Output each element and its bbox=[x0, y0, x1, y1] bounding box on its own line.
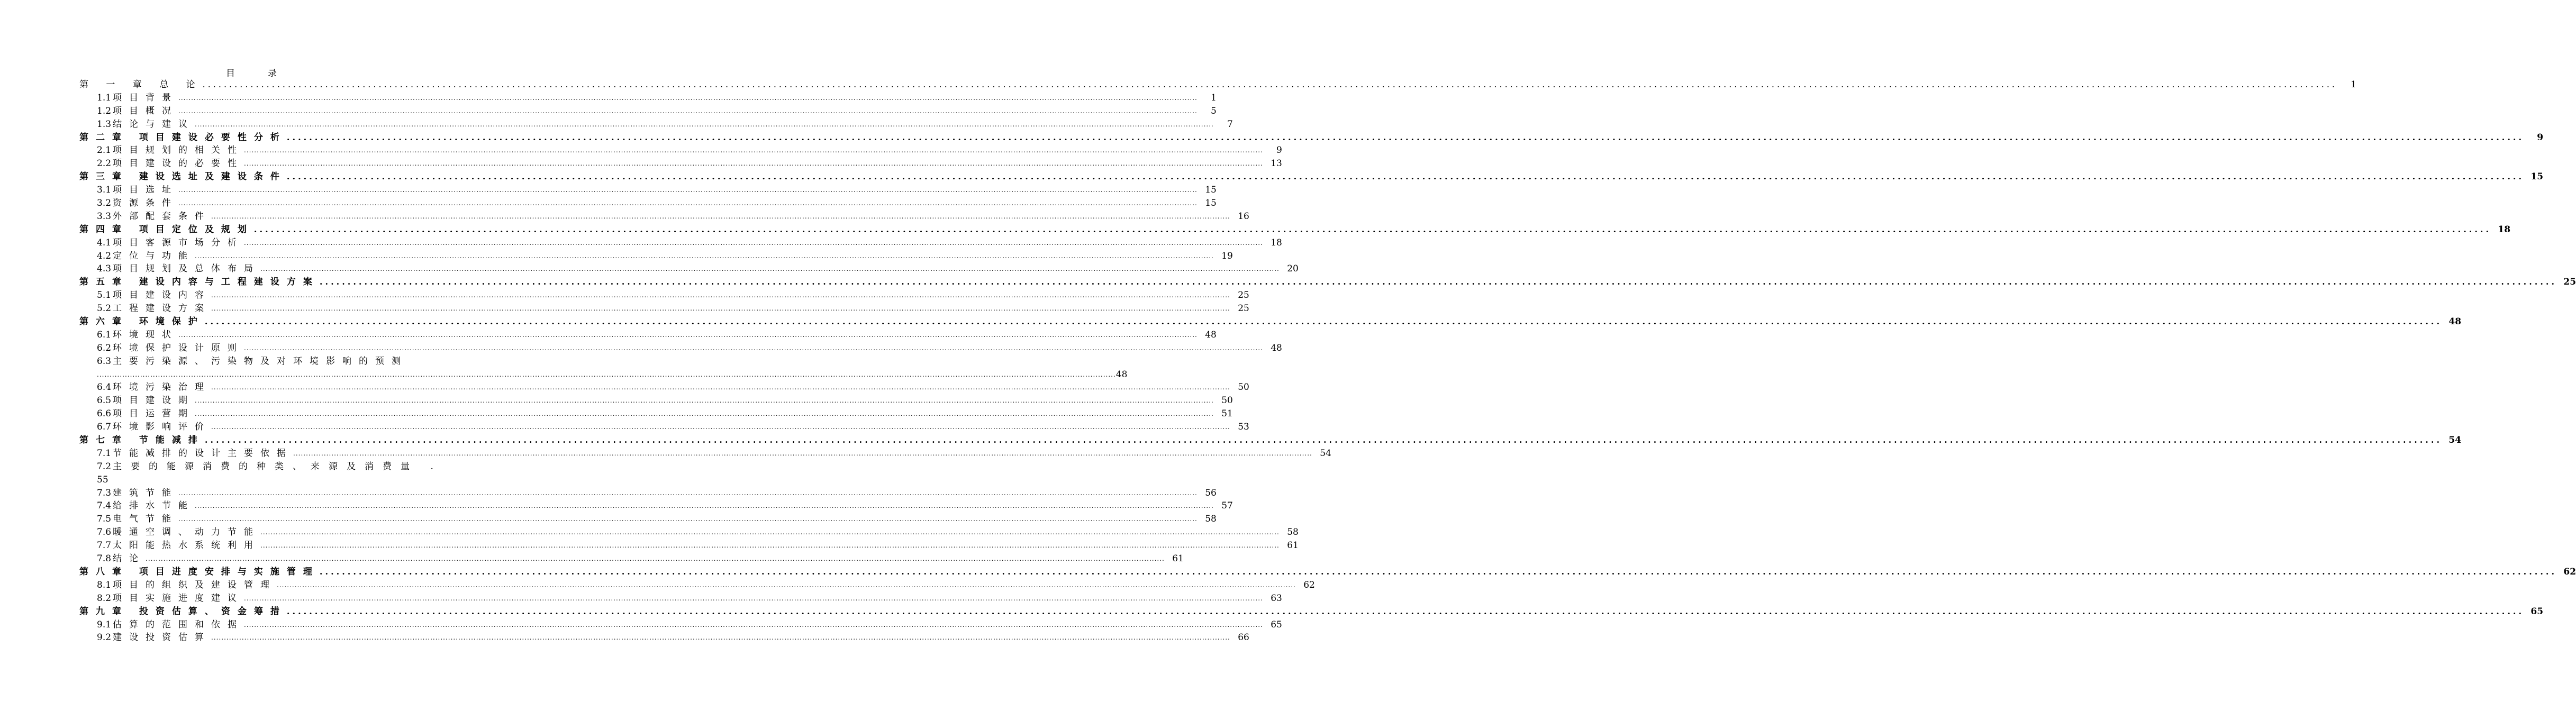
dot-leader: ................................................................................................................................................................................................................................................................................................................................................................................................................ bbox=[178, 515, 1198, 523]
dot-leader: ................................................................................................................................................................................................................................................................................................................................................................................................................ bbox=[277, 581, 1296, 589]
entry-label: 项目建设的必要性 bbox=[113, 158, 244, 169]
page-number: 19 bbox=[1221, 250, 1233, 261]
entry-label: 暖通空调、动力节能 bbox=[113, 527, 261, 538]
entry-number: 4.2 bbox=[97, 250, 112, 261]
page-number: 61 bbox=[1287, 540, 1299, 551]
toc-entry[interactable] bbox=[79, 552, 1184, 566]
toc-entry[interactable] bbox=[79, 447, 1331, 460]
toc-chapter-entry[interactable] bbox=[79, 605, 2544, 618]
toc-entry[interactable] bbox=[79, 513, 1217, 526]
entry-label: 定位与功能 bbox=[113, 250, 195, 261]
entry-label: 结论与建议 bbox=[113, 118, 195, 130]
page-number: 50 bbox=[1221, 395, 1233, 406]
dot-leader: ................................................................................................................................................................................................................................................................................................................................................................................................................ bbox=[244, 344, 1263, 352]
entry-label: 节能减排的设计主要依据 bbox=[113, 448, 294, 459]
dot-leader: ................................................................................................................................................................................................................................................................................................................................................................................................................ bbox=[319, 277, 2557, 287]
entry-label: 项目背景 bbox=[113, 92, 179, 103]
page-number: 54 bbox=[1320, 448, 1331, 459]
toc-entry[interactable] bbox=[79, 487, 1217, 500]
entry-label: 环境保护设计原则 bbox=[113, 342, 244, 353]
dot-leader: ................................................................................................................................................................................................................................................................................................................................................................................................................ bbox=[178, 94, 1198, 102]
toc-entry[interactable] bbox=[79, 394, 1233, 407]
entry-number: 4.3 bbox=[97, 263, 112, 275]
entry-label: 主要污染源、污染物及对环境影响的预测 bbox=[113, 355, 409, 367]
dot-leader: ................................................................................................................................................................................................................................................................................................................................................................................................................ bbox=[211, 212, 1230, 220]
entry-label: 估算的范围和依据 bbox=[113, 619, 244, 630]
page-number: 57 bbox=[1221, 500, 1233, 512]
entry-number: 9.2 bbox=[97, 632, 112, 643]
dot-leader: ................................................................................................................................................................................................................................................................................................................................................................................................................ bbox=[195, 397, 1214, 405]
entry-number: 3.3 bbox=[97, 211, 112, 222]
page-number: 25 bbox=[2563, 277, 2576, 288]
entry-number: 6.4 bbox=[97, 382, 112, 393]
toc-entry[interactable] bbox=[79, 618, 1282, 632]
entry-label: 电气节能 bbox=[113, 514, 179, 525]
entry-number: 6.5 bbox=[97, 395, 112, 406]
toc-chapter-entry[interactable] bbox=[79, 276, 2576, 289]
toc-entry[interactable] bbox=[79, 118, 1233, 131]
page-number: 18 bbox=[2498, 224, 2511, 235]
entry-label: 项目规划的相关性 bbox=[113, 145, 244, 156]
page-number: 9 bbox=[2537, 132, 2544, 143]
page-number: 15 bbox=[1205, 198, 1217, 208]
page-number: 53 bbox=[1238, 422, 1249, 433]
toc-entry[interactable] bbox=[79, 92, 1217, 105]
dot-leader: ................................................................................................................................................................................................................................................................................................................................................................................................................ bbox=[244, 147, 1263, 154]
entry-number: 4.1 bbox=[97, 237, 112, 248]
toc-entry[interactable] bbox=[79, 592, 1282, 605]
dot-leader: ................................................................................................................................................................................................................................................................................................................................................................................................................ bbox=[204, 435, 2443, 445]
entry-label: 给排水节能 bbox=[113, 500, 195, 512]
entry-label: 第四章 项目定位及规划 bbox=[79, 224, 254, 235]
toc-entry[interactable] bbox=[79, 342, 1282, 355]
page-number: 48 bbox=[1205, 329, 1217, 340]
dot-leader: ................................................................................................................................................................................................................................................................................................................................................................................................................ bbox=[97, 370, 1116, 378]
toc-entry[interactable] bbox=[79, 381, 1249, 394]
toc-entry[interactable] bbox=[79, 631, 1249, 644]
page-number: 9 bbox=[1276, 145, 1282, 156]
toc-entry[interactable] bbox=[79, 460, 442, 473]
dot-leader: ................................................................................................................................................................................................................................................................................................................................................................................................................ bbox=[286, 606, 2525, 616]
dot-leader: ................................................................................................................................................................................................................................................................................................................................................................................................................ bbox=[146, 555, 1165, 563]
entry-label: 第九章 投资估算、资金筹措 bbox=[79, 606, 287, 617]
toc-entry[interactable] bbox=[79, 236, 1282, 250]
entry-number: 7.1 bbox=[97, 448, 112, 459]
dot-leader: ................................................................................................................................................................................................................................................................................................................................................................................................................ bbox=[195, 410, 1214, 418]
entry-label: 第五章 建设内容与工程建设方案 bbox=[79, 277, 320, 288]
entry-label: 建设投资估算 bbox=[113, 632, 212, 643]
entry-label: 环境现状 bbox=[113, 329, 179, 340]
toc-title bbox=[0, 66, 503, 79]
toc-chapter-entry[interactable] bbox=[79, 315, 2462, 329]
entry-number: 1.1 bbox=[97, 92, 112, 103]
entry-number: 7.7 bbox=[97, 540, 112, 551]
dot-leader: ................................................................................................................................................................................................................................................................................................................................................................................................................ bbox=[260, 528, 1280, 536]
page-number: 65 bbox=[1271, 619, 1282, 630]
entry-label: 第八章 项目进度安排与实施管理 bbox=[79, 566, 320, 577]
dot-leader: ................................................................................................................................................................................................................................................................................................................................................................................................................ bbox=[195, 252, 1214, 260]
table-of-contents bbox=[79, 78, 2576, 644]
dot-leader: ................................................................................................................................................................................................................................................................................................................................................................................................................ bbox=[286, 171, 2525, 182]
entry-label: 项目客源市场分析 bbox=[113, 237, 244, 248]
entry-label: 主要的能源消费的种类、来源及消费量 . bbox=[113, 461, 442, 472]
page-number: 5 bbox=[1211, 105, 1217, 116]
toc-entry[interactable] bbox=[79, 105, 1217, 118]
page-number: 56 bbox=[1205, 487, 1217, 498]
entry-label: 结论 bbox=[113, 553, 146, 564]
entry-label: 第七章 节能减排 bbox=[79, 435, 205, 446]
toc-entry[interactable] bbox=[79, 144, 1282, 157]
entry-number: 5.2 bbox=[97, 303, 112, 314]
toc-entry[interactable] bbox=[79, 526, 1299, 539]
entry-label: 工程建设方案 bbox=[113, 303, 212, 314]
toc-chapter-entry[interactable] bbox=[79, 78, 2356, 92]
entry-label: 第二章 项目建设必要性分析 bbox=[79, 132, 287, 143]
dot-leader: ................................................................................................................................................................................................................................................................................................................................................................................................................ bbox=[195, 120, 1214, 128]
dot-leader: ................................................................................................................................................................................................................................................................................................................................................................................................................ bbox=[211, 634, 1230, 642]
toc-entry[interactable] bbox=[79, 302, 1249, 315]
page-number: 66 bbox=[1238, 632, 1249, 643]
dot-leader: ................................................................................................................................................................................................................................................................................................................................................................................................................ bbox=[211, 384, 1230, 391]
toc-entry[interactable] bbox=[79, 262, 1299, 276]
toc-entry[interactable] bbox=[79, 579, 1315, 592]
page-number: 48 bbox=[1271, 342, 1282, 353]
dot-leader: ................................................................................................................................................................................................................................................................................................................................................................................................................ bbox=[211, 423, 1230, 431]
page-number: 51 bbox=[1221, 408, 1233, 420]
toc-entry[interactable] bbox=[79, 157, 1282, 170]
page-number: 55 bbox=[97, 474, 108, 485]
entry-number: 2.2 bbox=[97, 158, 112, 169]
toc-entry[interactable] bbox=[79, 407, 1233, 421]
page-number: 58 bbox=[1205, 514, 1217, 525]
toc-chapter-entry[interactable] bbox=[79, 223, 2511, 236]
entry-number: 7.4 bbox=[97, 500, 112, 512]
entry-number: 5.1 bbox=[97, 290, 112, 301]
toc-entry-continuation bbox=[79, 368, 1128, 381]
page-number: 25 bbox=[1238, 290, 1249, 301]
dot-leader: ................................................................................................................................................................................................................................................................................................................................................................................................................ bbox=[244, 239, 1263, 247]
dot-leader: ................................................................................................................................................................................................................................................................................................................................................................................................................ bbox=[293, 449, 1312, 457]
page-number: 7 bbox=[1227, 118, 1233, 130]
entry-label: 项目规划及总体布局 bbox=[113, 263, 261, 275]
page-number: 25 bbox=[1238, 303, 1249, 314]
entry-label: 第六章 环境保护 bbox=[79, 316, 205, 327]
entry-number: 7.5 bbox=[97, 514, 112, 525]
entry-number: 6.7 bbox=[97, 422, 112, 433]
dot-leader: ................................................................................................................................................................................................................................................................................................................................................................................................................ bbox=[244, 594, 1263, 602]
entry-number: 8.2 bbox=[97, 592, 112, 604]
dot-leader: ................................................................................................................................................................................................................................................................................................................................................................................................................ bbox=[178, 489, 1198, 497]
dot-leader: ................................................................................................................................................................................................................................................................................................................................................................................................................ bbox=[260, 265, 1280, 273]
toc-entry[interactable] bbox=[79, 539, 1299, 552]
page-number: 1 bbox=[1211, 92, 1217, 103]
page-number: 50 bbox=[1238, 382, 1249, 393]
entry-label: 项目概况 bbox=[113, 105, 179, 116]
page-number: 62 bbox=[1303, 579, 1315, 590]
entry-number: 6.2 bbox=[97, 342, 112, 353]
page-number: 48 bbox=[2448, 316, 2462, 327]
entry-number: 1.3 bbox=[97, 118, 112, 130]
dot-leader: ................................................................................................................................................................................................................................................................................................................................................................................................................ bbox=[204, 316, 2443, 327]
page-number: 54 bbox=[2448, 435, 2462, 446]
dot-leader: ................................................................................................................................................................................................................................................................................................................................................................................................................ bbox=[178, 331, 1198, 339]
toc-entry[interactable] bbox=[79, 210, 1249, 223]
toc-entry[interactable] bbox=[79, 355, 427, 368]
dot-leader: ................................................................................................................................................................................................................................................................................................................................................................................................................ bbox=[195, 502, 1214, 510]
toc-entry[interactable] bbox=[79, 329, 1217, 342]
entry-number: 2.1 bbox=[97, 145, 112, 156]
page-number: 1 bbox=[2351, 79, 2356, 90]
entry-number: 1.2 bbox=[97, 105, 112, 116]
entry-number: 3.1 bbox=[97, 185, 112, 196]
page-number: 20 bbox=[1287, 263, 1299, 275]
page-number: 61 bbox=[1172, 553, 1184, 564]
toc-entry[interactable] bbox=[79, 184, 1217, 197]
toc-chapter-entry[interactable] bbox=[79, 566, 2576, 579]
page-number: 15 bbox=[2530, 171, 2544, 183]
toc-entry[interactable] bbox=[79, 197, 1217, 210]
entry-label: 项目建设内容 bbox=[113, 290, 212, 301]
entry-number: 6.3 bbox=[97, 355, 112, 367]
entry-number: 7.2 bbox=[97, 461, 112, 472]
entry-number: 8.1 bbox=[97, 579, 112, 590]
entry-label: 外部配套条件 bbox=[113, 211, 212, 222]
dot-leader: ................................................................................................................................................................................................................................................................................................................................................................................................................ bbox=[253, 224, 2492, 234]
dot-leader: ................................................................................................................................................................................................................................................................................................................................................................................................................ bbox=[178, 107, 1198, 115]
entry-label: 第三章 建设选址及建设条件 bbox=[79, 171, 287, 183]
page-number: 15 bbox=[1205, 185, 1217, 196]
dot-leader: ................................................................................................................................................................................................................................................................................................................................................................................................................ bbox=[244, 621, 1263, 628]
entry-label: 项目的组织及建设管理 bbox=[113, 579, 277, 590]
dot-leader: ................................................................................................................................................................................................................................................................................................................................................................................................................ bbox=[260, 542, 1280, 550]
toc-entry[interactable] bbox=[79, 421, 1249, 434]
entry-number: 3.2 bbox=[97, 198, 112, 208]
entry-label: 第 一 章 总 论 bbox=[79, 79, 203, 90]
toc-chapter-entry[interactable] bbox=[79, 170, 2544, 184]
page-number: 65 bbox=[2530, 606, 2544, 617]
dot-leader: ................................................................................................................................................................................................................................................................................................................................................................................................................ bbox=[211, 291, 1230, 299]
toc-entry[interactable] bbox=[79, 250, 1233, 263]
entry-label: 项目选址 bbox=[113, 185, 179, 196]
dot-leader: ................................................................................................................................................................................................................................................................................................................................................................................................................ bbox=[286, 132, 2525, 142]
entry-number: 7.6 bbox=[97, 527, 112, 538]
entry-label: 太阳能热水系统利用 bbox=[113, 540, 261, 551]
entry-label: 环境影响评价 bbox=[113, 422, 212, 433]
page-number: 48 bbox=[1115, 369, 1128, 380]
dot-leader: ................................................................................................................................................................................................................................................................................................................................................................................................................ bbox=[319, 566, 2557, 577]
page-number: 62 bbox=[2563, 566, 2576, 577]
entry-label: 资源条件 bbox=[113, 198, 179, 208]
entry-number: 6.6 bbox=[97, 408, 112, 420]
entry-number: 7.8 bbox=[97, 553, 112, 564]
dot-leader: ................................................................................................................................................................................................................................................................................................................................................................................................................ bbox=[202, 79, 2337, 89]
entry-label: 建筑节能 bbox=[113, 487, 179, 498]
toc-entry[interactable] bbox=[79, 500, 1233, 513]
toc-entry[interactable] bbox=[79, 289, 1249, 302]
entry-label: 项目建设期 bbox=[113, 395, 195, 406]
toc-chapter-entry[interactable] bbox=[79, 434, 2462, 447]
toc-chapter-entry[interactable] bbox=[79, 131, 2544, 144]
page-number: 16 bbox=[1238, 211, 1249, 222]
page-number: 58 bbox=[1287, 527, 1299, 538]
entry-number: 9.1 bbox=[97, 619, 112, 630]
dot-leader: ................................................................................................................................................................................................................................................................................................................................................................................................................ bbox=[178, 186, 1198, 194]
toc-title-left: 目 bbox=[226, 68, 235, 79]
toc-title-right: 录 bbox=[268, 68, 277, 79]
entry-number: 6.1 bbox=[97, 329, 112, 340]
page-number: 13 bbox=[1271, 158, 1282, 169]
dot-leader: ................................................................................................................................................................................................................................................................................................................................................................................................................ bbox=[178, 199, 1198, 207]
dot-leader: ................................................................................................................................................................................................................................................................................................................................................................................................................ bbox=[211, 305, 1230, 313]
page-number: 63 bbox=[1271, 592, 1282, 604]
page-number: 18 bbox=[1271, 237, 1282, 248]
entry-label: 项目实施进度建议 bbox=[113, 592, 244, 604]
entry-number: 7.3 bbox=[97, 487, 112, 498]
entry-label: 项目运营期 bbox=[113, 408, 195, 420]
dot-leader: ................................................................................................................................................................................................................................................................................................................................................................................................................ bbox=[244, 160, 1263, 168]
entry-label: 环境污染治理 bbox=[113, 382, 212, 393]
